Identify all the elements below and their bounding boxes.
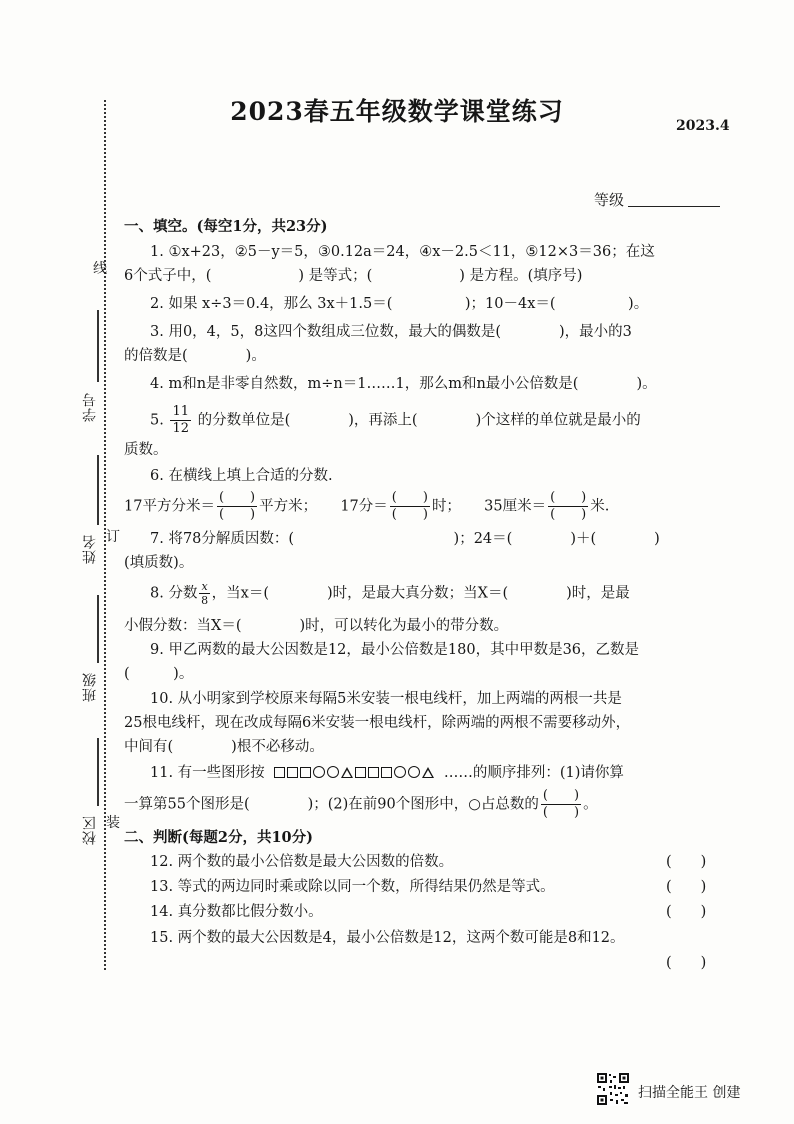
q9-line-2: ( )。 [124,666,194,682]
q14: 14. 真分数都比假分数小。 [150,904,323,920]
q8-text: ，当x＝( )时，是最大真分数；当X＝( )时，是最 [211,585,630,602]
q10-line-2: 25根电线杆，现在改成每隔6米安装一根电线杆，除两端的两根不需要移动外， [124,715,631,731]
triangle-icon [422,767,434,778]
q6: 6. 在横线上填上合适的分数. [150,468,333,484]
q11-denominator-blank[interactable]: ( ) [542,805,580,820]
circle-icon [313,766,325,778]
q15-answer-paren[interactable]: ( ) [666,955,707,971]
fraction-numerator: 11 [172,404,189,419]
q6-a-fraction-blank[interactable] [217,490,257,523]
square-icon [355,767,366,778]
q6-c-label: 35厘米＝ [484,498,547,515]
section-1-heading: 一、填空。(每空1分，共23分) [124,218,328,235]
q11-text: ……的顺序排列：(1)请你算 [443,765,624,781]
q1-line-1: 1. ①x+23，②5－y＝5，③0.12a＝24，④x－2.5＜11，⑤12×3＝36；在这 [150,244,655,260]
q1-line-2: 6个式子中，( ) 是等式；( ) 是方程。(填序号) [124,268,583,284]
q13-answer-paren[interactable]: ( ) [666,879,707,895]
q3-line-1: 3. 用0，4，5，8这四个数组成三位数，最大的偶数是( )，最小的3 [150,324,632,340]
q15: 15. 两个数的最大公因数是4，最小公倍数是12，这两个数可能是8和12。 [150,930,625,946]
name-label: 姓名 [82,534,98,564]
q10-line-1: 10. 从小明家到学校原来每隔5米安装一根电线杆，加上两端的两根一共是 [150,691,622,707]
q14-answer-paren[interactable]: ( ) [666,904,707,920]
q3-line-2: 的倍数是( )。 [124,348,266,364]
q11-text-2: 一算第55个图形是( )；(2)在前90个图形中，○占总数的 [124,796,539,813]
q6-b-fraction-blank[interactable] [390,490,430,523]
square-icon [300,767,311,778]
shape-sequence [273,765,440,781]
q10-line-3: 中间有( )根不必移动。 [124,739,324,755]
q6-a-denominator-blank[interactable]: ( ) [218,507,256,522]
q6-c-fraction-blank[interactable] [548,490,588,523]
q12-answer-paren[interactable]: ( ) [666,854,707,870]
q6-a-numerator-blank[interactable]: ( ) [218,490,256,505]
name-blank[interactable] [97,455,99,525]
section-2-heading: 二、判断(每题2分，共10分) [124,829,313,846]
q6-c-unit: 米. [590,498,610,515]
q8-line-2: 小假分数：当X＝( )时，可以转化为最小的带分数。 [124,618,509,634]
q6-c-denominator-blank[interactable]: ( ) [550,507,587,522]
q6-c-numerator-blank[interactable]: ( ) [550,490,587,505]
circle-icon [327,766,339,778]
q6-b-label: 17分＝ [340,498,388,515]
square-icon [287,767,298,778]
q6-b-numerator-blank[interactable]: ( ) [391,490,428,505]
student-id-blank[interactable] [97,310,99,382]
circle-icon [408,766,420,778]
grade-label: 等级 [594,191,625,209]
q5-line-1 [150,404,641,437]
q13: 13. 等式的两边同时乘或除以同一个数，所得结果仍然是等式。 [150,879,555,895]
triangle-icon [341,767,353,778]
q9-line-1: 9. 甲乙两数的最大公因数是12，最小公倍数是180，其中甲数是36，乙数是 [150,642,640,658]
exam-date: 2023.4 [676,118,730,134]
fraction-numerator: x [201,580,208,593]
qr-code-icon [596,1072,630,1106]
q6-a-unit: 平方米； [259,498,318,515]
fraction-x-8 [199,580,209,607]
class-blank[interactable] [97,595,99,663]
q5-number: 5. [150,412,164,429]
circle-icon [394,766,406,778]
fraction-denominator: 12 [172,421,189,436]
scanner-watermark: 扫描全能王 创建 [638,1085,741,1101]
student-id-label: 学号 [82,392,98,422]
q8-label: 8. 分数 [150,585,198,602]
bind-char-xian: 线 [93,261,107,277]
q5-line-2: 质数。 [124,442,168,458]
q11-label: 11. 有一些图形按 [150,765,265,781]
square-icon [381,767,392,778]
q6-b-unit: 时； [431,498,461,515]
bind-char-zhuang: 装 [106,815,120,831]
grade-field [594,189,720,210]
q7-line-1: 7. 将78分解质因数：( )；24＝( )＋( ) [150,531,660,547]
q4: 4. m和n是非零自然数，m÷n＝1……1，那么m和n最小公倍数是( )。 [150,376,657,392]
q11-numerator-blank[interactable]: ( ) [542,788,580,803]
q5-text: 的分数单位是( )，再添上( )个这样的单位就是最小的 [197,412,641,429]
q6-answers [124,490,609,523]
page-title: 2023春五年级数学课堂练习 [230,97,564,126]
school-blank[interactable] [97,738,99,806]
q11-line-2 [124,788,598,821]
q8-line-1 [150,580,630,607]
class-label: 班级 [82,672,98,702]
q11-end: 。 [583,796,598,813]
q12: 12. 两个数的最小公倍数是最大公因数的倍数。 [150,854,454,870]
school-label: 校区 [82,815,98,845]
square-icon [368,767,379,778]
square-icon [274,767,285,778]
fraction-11-12 [170,404,191,437]
grade-blank[interactable] [628,192,720,207]
q6-b-denominator-blank[interactable]: ( ) [391,507,428,522]
bind-char-ding: 订 [106,529,120,545]
q6-a-label: 17平方分米＝ [124,498,215,515]
q2: 2. 如果 x÷3＝0.4，那么 3x＋1.5＝( )；10－4x＝( )。 [150,296,649,312]
q11-line-1 [150,763,624,783]
fraction-denominator: 8 [201,594,209,607]
q7-line-2: (填质数)。 [124,555,194,571]
q11-fraction-blank[interactable] [541,788,581,821]
